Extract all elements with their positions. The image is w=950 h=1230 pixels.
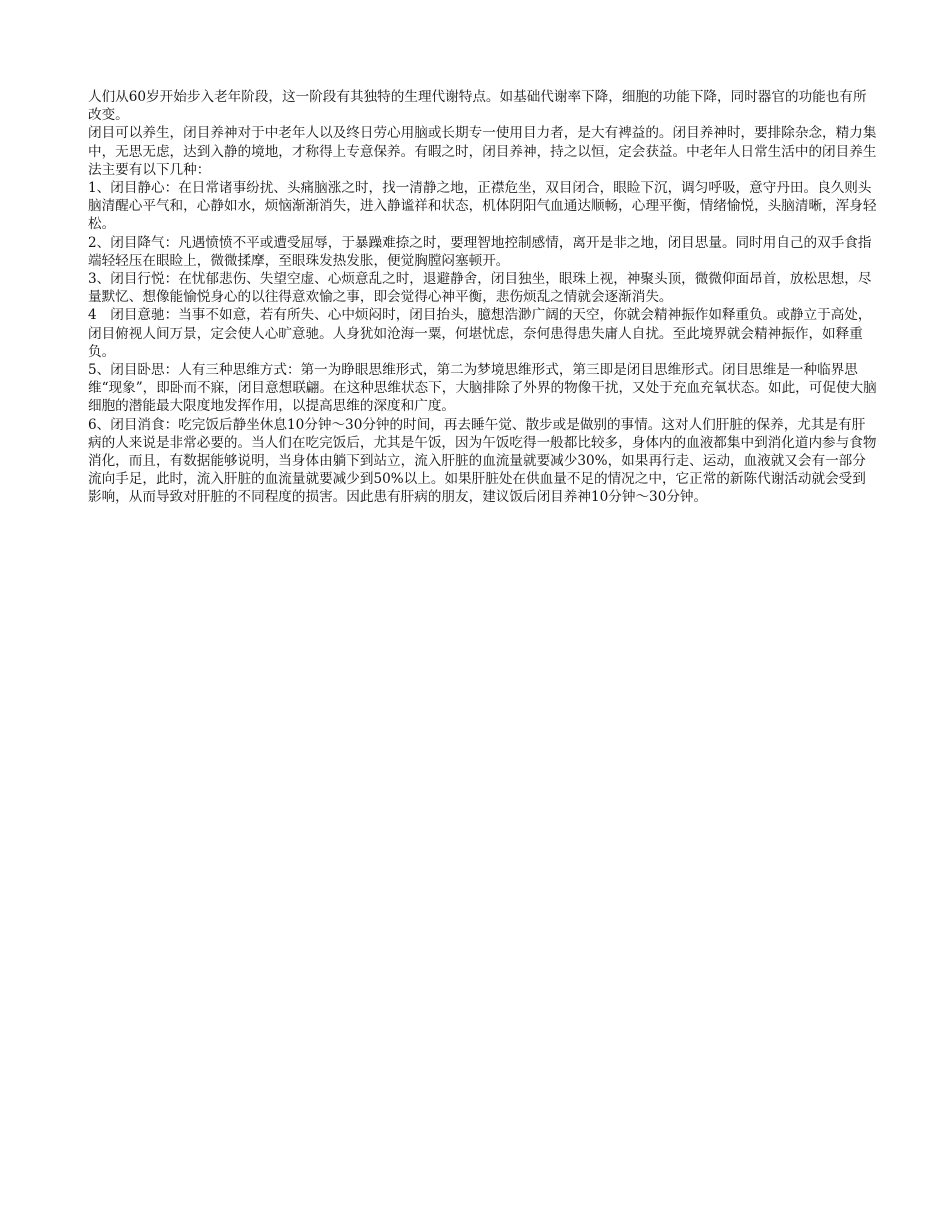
paragraph-intro: 人们从60岁开始步入老年阶段，这一阶段有其独特的生理代谢特点。如基础代谢率下降，细胞的功能下降，同时器官的功能也有所改变。 [88, 89, 867, 124]
paragraph-method-3: 3、闭目行悦：在忧郁悲伤、失望空虚、心烦意乱之时，退避静舍，闭目独坐，眼珠上视，神聚头顶，微微仰面昂首，放松思想，尽量默忆、想像能愉悦身心的以往得意欢愉之事，即会觉得心神平衡，悲伤烦乱之情就会逐渐消失。 [88, 271, 872, 306]
document-body [88, 88, 878, 507]
paragraph-method-6: 6、闭目消食：吃完饭后静坐休息10分钟～30分钟的时间，再去睡午觉、散步或是做别的事情。这对人们肝脏的保养，尤其是有肝病的人来说是非常必要的。当人们在吃完饭后，尤其是午饭，因为午饭吃得一般都比较多，身体内的血液都集中到消化道内参与食物消化，而且，有数据能够说明，当身体由躺下到站立，流入肝脏的血流量就要减少30%，如果再行走、运动，血液就又会有一部分流向手足，此时，流入肝脏的血流量就要减少到50%以上。如果肝脏处在供血量不足的情况之中，它正常的新陈代谢活动就会受到影响，从而导致对肝脏的不同程度的损害。因此患有肝病的朋友，建议饭后闭目养神10分钟～30分钟。 [88, 416, 877, 506]
paragraph-method-5: 5、闭目卧思：人有三种思维方式：第一为睁眼思维形式，第二为梦境思维形式，第三即是闭目思维形式。闭目思维是一种临界思维“现象”，即卧而不寐，闭目意想联翩。在这种思维状态下，大脑排除了外界的物像干扰，又处于充血充氧状态。如此，可促使大脑细胞的潜能最大限度地发挥作用，以提高思维的深度和广度。 [88, 362, 877, 415]
paragraph-method-4: 4 闭目意驰：当事不如意，若有所失、心中烦闷时，闭目抬头，臆想浩渺广阔的天空，你就会精神振作如释重负。或静立于高处，闭目俯视人间万景，定会使人心旷意驰。人身犹如沧海一粟，何堪忧虑，奈何患得患失庸人自扰。至此境界就会精神振作，如释重负。 [88, 307, 872, 360]
paragraph-overview: 闭目可以养生，闭目养神对于中老年人以及终日劳心用脑或长期专一使用目力者，是大有裨益的。闭目养神时，要排除杂念，精力集中，无思无虑，达到入静的境地，才称得上专意保养。有暇之时，闭目养神，持之以恒，定会获益。中老年人日常生活中的闭目养生法主要有以下几种： [88, 125, 877, 178]
paragraph-method-1: 1、闭目静心：在日常诸事纷扰、头痛脑涨之时，找一清静之地，正襟危坐，双目闭合，眼睑下沉，调匀呼吸，意守丹田。良久则头脑清醒心平气和，心静如水，烦恼渐渐消失，进入静谧祥和状态，机体阴阳气血通达顺畅，心理平衡，情绪愉悦，头脑清晰，浑身轻松。 [88, 180, 877, 233]
paragraph-method-2: 2、闭目降气：凡遇愤愤不平或遭受屈辱，于暴躁难捺之时，要理智地控制感情，离开是非之地，闭目思量。同时用自己的双手食指端轻轻压在眼睑上，微微揉摩，至眼珠发热发胀，便觉胸膛闷塞顿开。 [88, 234, 872, 269]
